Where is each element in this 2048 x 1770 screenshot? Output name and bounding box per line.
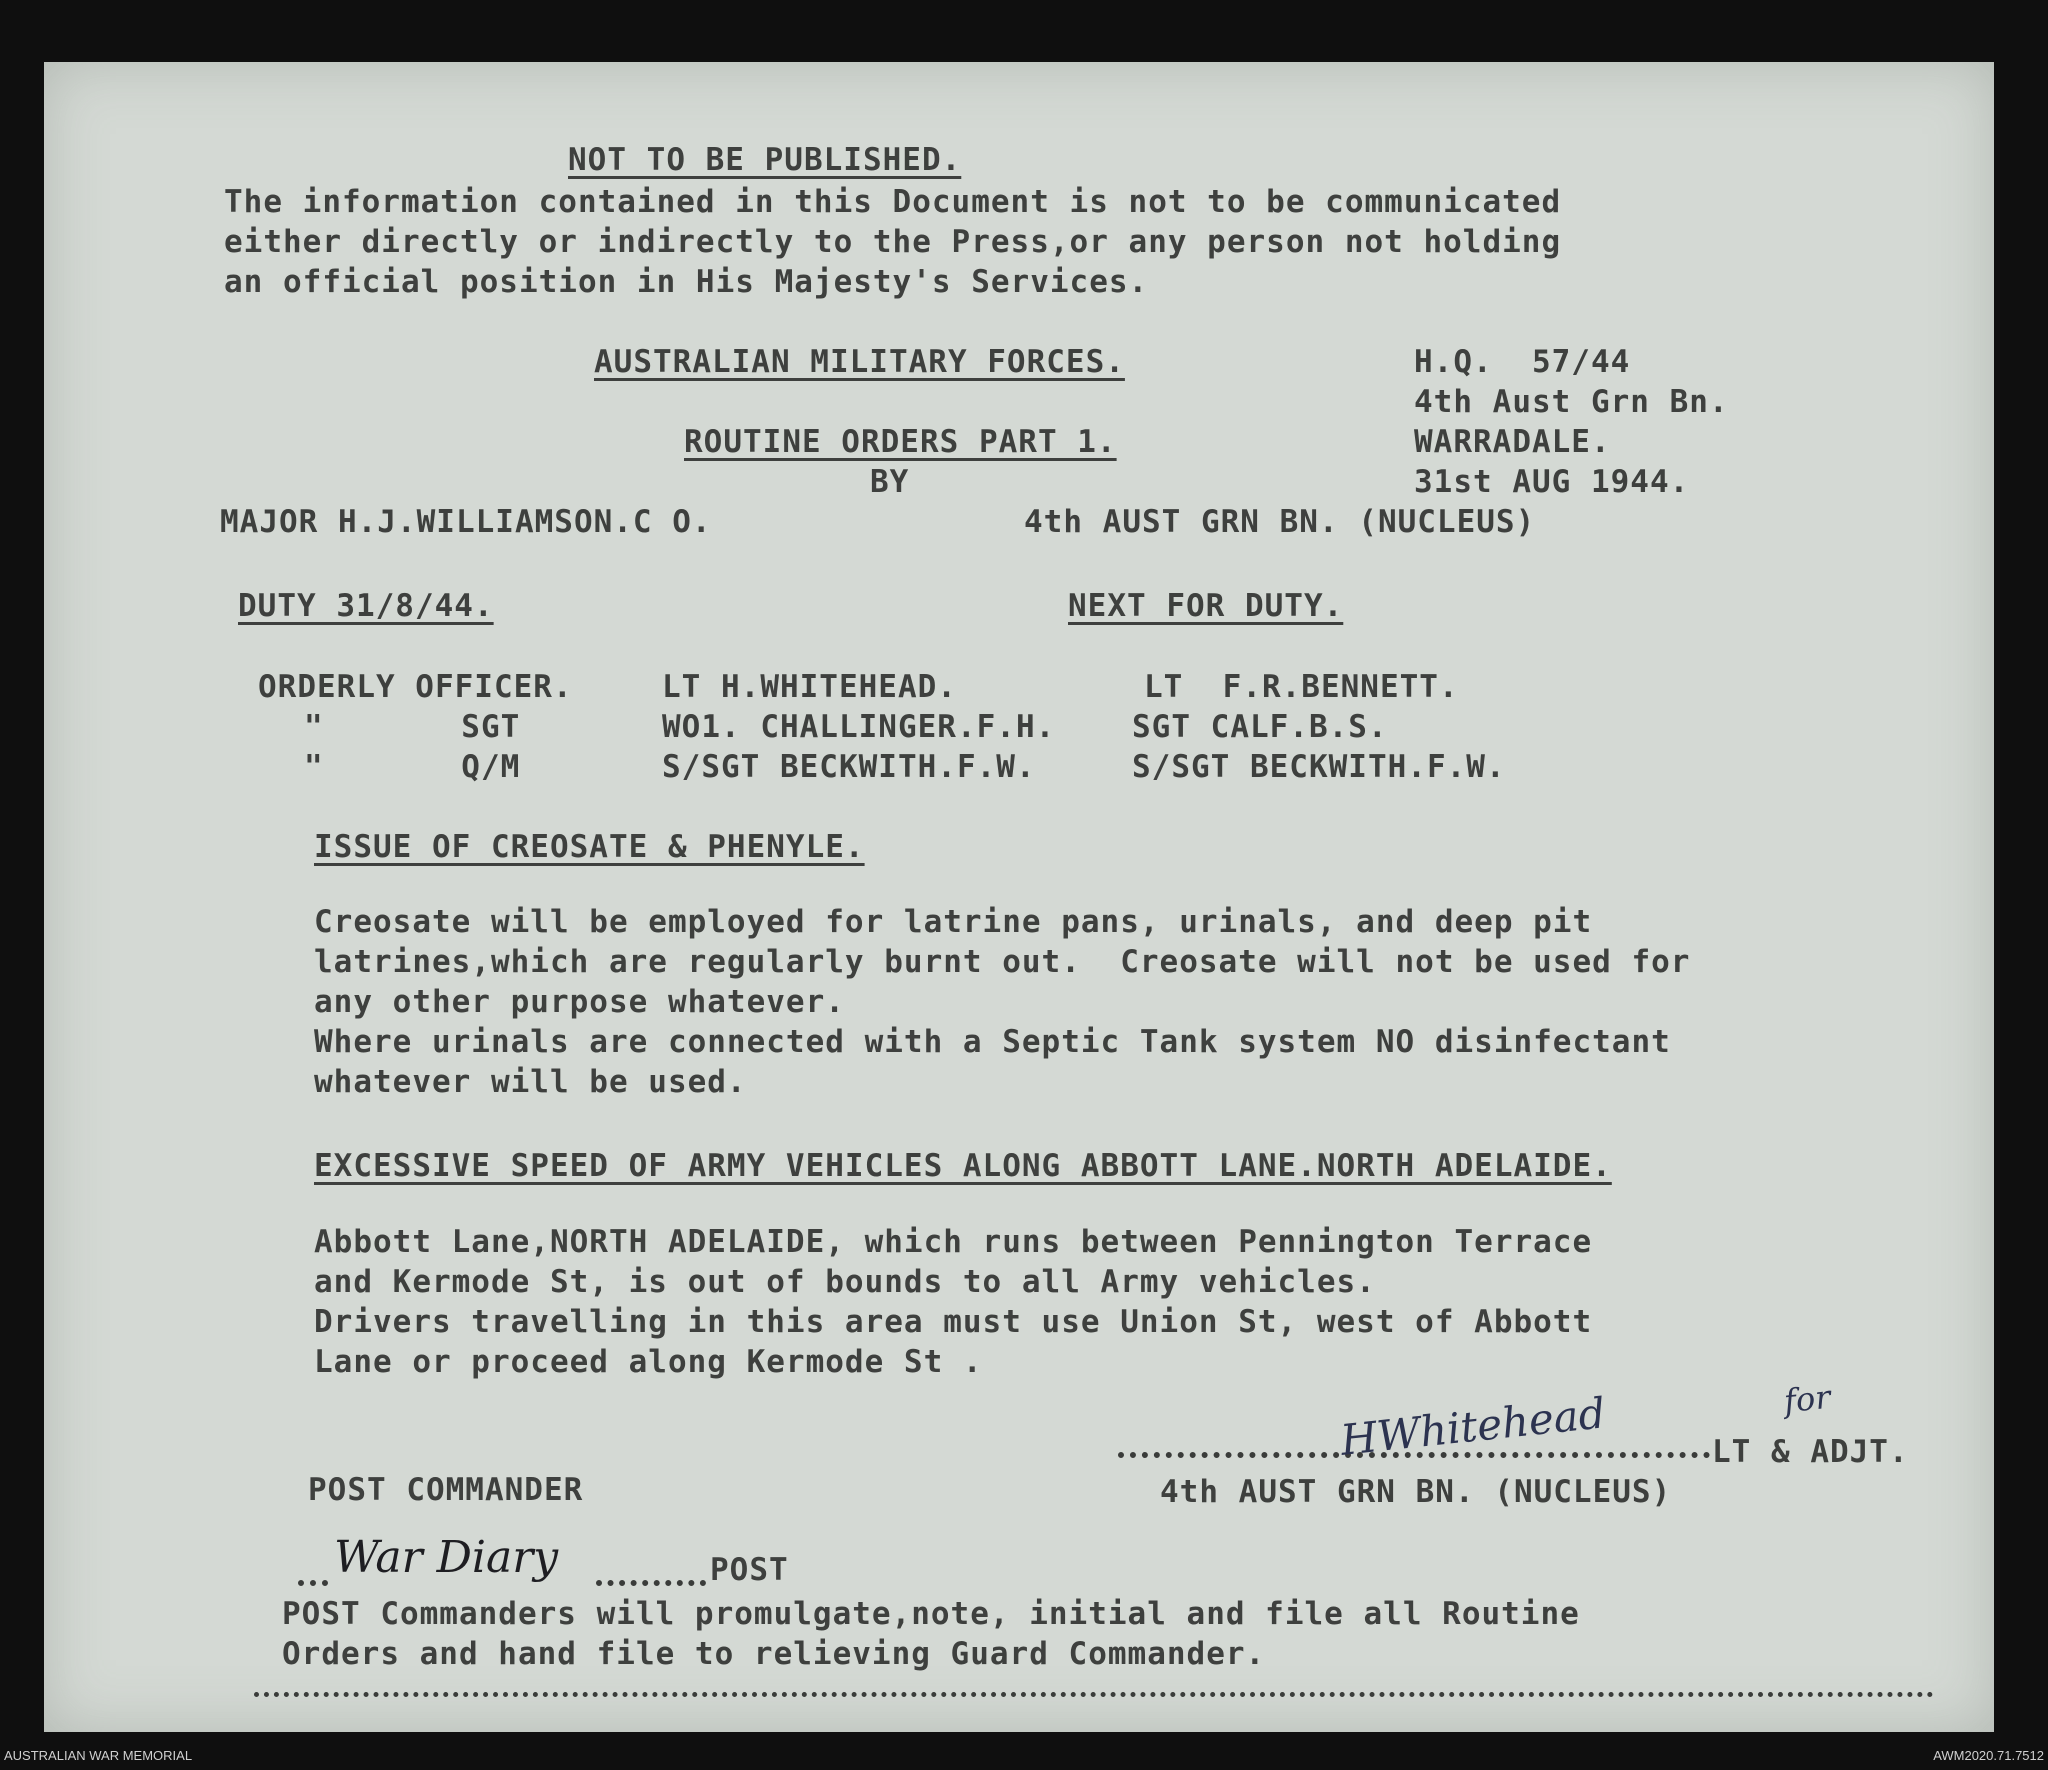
section-heading-creosate: ISSUE OF CREOSATE & PHENYLE. [314, 829, 865, 865]
hq-place: WARRADALE. [1414, 424, 1611, 460]
body-line: any other purpose whatever. [314, 984, 845, 1020]
hq-unit: 4th Aust Grn Bn. [1414, 384, 1729, 420]
next-duty-officer: S/SGT BECKWITH.F.W. [1132, 749, 1506, 785]
signature-unit: 4th AUST GRN BN. (NUCLEUS) [1160, 1474, 1672, 1510]
next-duty-officer: SGT CALF.B.S. [1132, 709, 1388, 745]
body-line: and Kermode St, is out of bounds to all Army vehicles. [314, 1264, 1376, 1300]
distribution-dots [298, 1580, 328, 1586]
footer-line: Orders and hand file to relieving Guard Commander. [282, 1636, 1266, 1672]
duty-heading: DUTY 31/8/44. [238, 588, 494, 624]
handwritten-war-diary: War Diary [334, 1532, 559, 1583]
body-line: whatever will be used. [314, 1064, 747, 1100]
duty-role: " SGT [304, 709, 521, 745]
tear-edge-perforation [254, 1692, 1934, 1697]
body-line: Creosate will be employed for latrine pans, urinals, and deep pit [314, 904, 1593, 940]
issuer: MAJOR H.J.WILLIAMSON.C O. [220, 504, 712, 540]
caption-left: AUSTRALIAN WAR MEMORIAL [4, 1748, 193, 1763]
body-line: latrines,which are regularly burnt out. Creosate will not be used for [314, 944, 1691, 980]
distribution-post: POST [710, 1552, 789, 1588]
notice-line: either directly or indirectly to the Press,or any person not holding [224, 224, 1562, 260]
next-for-duty-heading: NEXT FOR DUTY. [1068, 588, 1344, 624]
handwritten-for: for [1782, 1377, 1833, 1421]
issuer-unit: 4th AUST GRN BN. (NUCLEUS) [1024, 504, 1536, 540]
caption-right: AWM2020.71.7512 [1933, 1748, 2044, 1763]
next-duty-officer: LT F.R.BENNETT. [1144, 669, 1459, 705]
duty-officer: S/SGT BECKWITH.F.W. [662, 749, 1036, 785]
footer-line: POST Commanders will promulgate,note, initial and file all Routine [282, 1596, 1580, 1632]
signature-title: LT & ADJT. [1712, 1434, 1909, 1470]
post-commander-label: POST COMMANDER [308, 1472, 584, 1508]
duty-officer: WO1. CHALLINGER.F.H. [662, 709, 1056, 745]
body-line: Lane or proceed along Kermode St . [314, 1344, 983, 1380]
notice-line: an official position in His Majesty's Services. [224, 264, 1149, 300]
classification-heading: NOT TO BE PUBLISHED. [568, 142, 962, 178]
distribution-dots [596, 1580, 706, 1586]
section-heading-abbott-lane: EXCESSIVE SPEED OF ARMY VEHICLES ALONG ABBOTT LANE.NORTH ADELAIDE. [314, 1148, 1612, 1184]
by-label: BY [870, 464, 910, 500]
body-line: Abbott Lane,NORTH ADELAIDE, which runs between Pennington Terrace [314, 1224, 1593, 1260]
orders-title: ROUTINE ORDERS PART 1. [684, 424, 1117, 460]
forces-title: AUSTRALIAN MILITARY FORCES. [594, 344, 1125, 380]
body-line: Where urinals are connected with a Septic Tank system NO disinfectant [314, 1024, 1671, 1060]
duty-officer: LT H.WHITEHEAD. [662, 669, 957, 705]
body-line: Drivers travelling in this area must use Union St, west of Abbott [314, 1304, 1593, 1340]
duty-role: " Q/M [304, 749, 521, 785]
duty-role: ORDERLY OFFICER. [258, 669, 573, 705]
handwritten-signature: HWhitehead [1338, 1388, 1608, 1465]
document-sheet [44, 62, 1994, 1732]
hq-reference: H.Q. 57/44 [1414, 344, 1631, 380]
hq-date: 31st AUG 1944. [1414, 464, 1690, 500]
notice-line: The information contained in this Document is not to be communicated [224, 184, 1562, 220]
